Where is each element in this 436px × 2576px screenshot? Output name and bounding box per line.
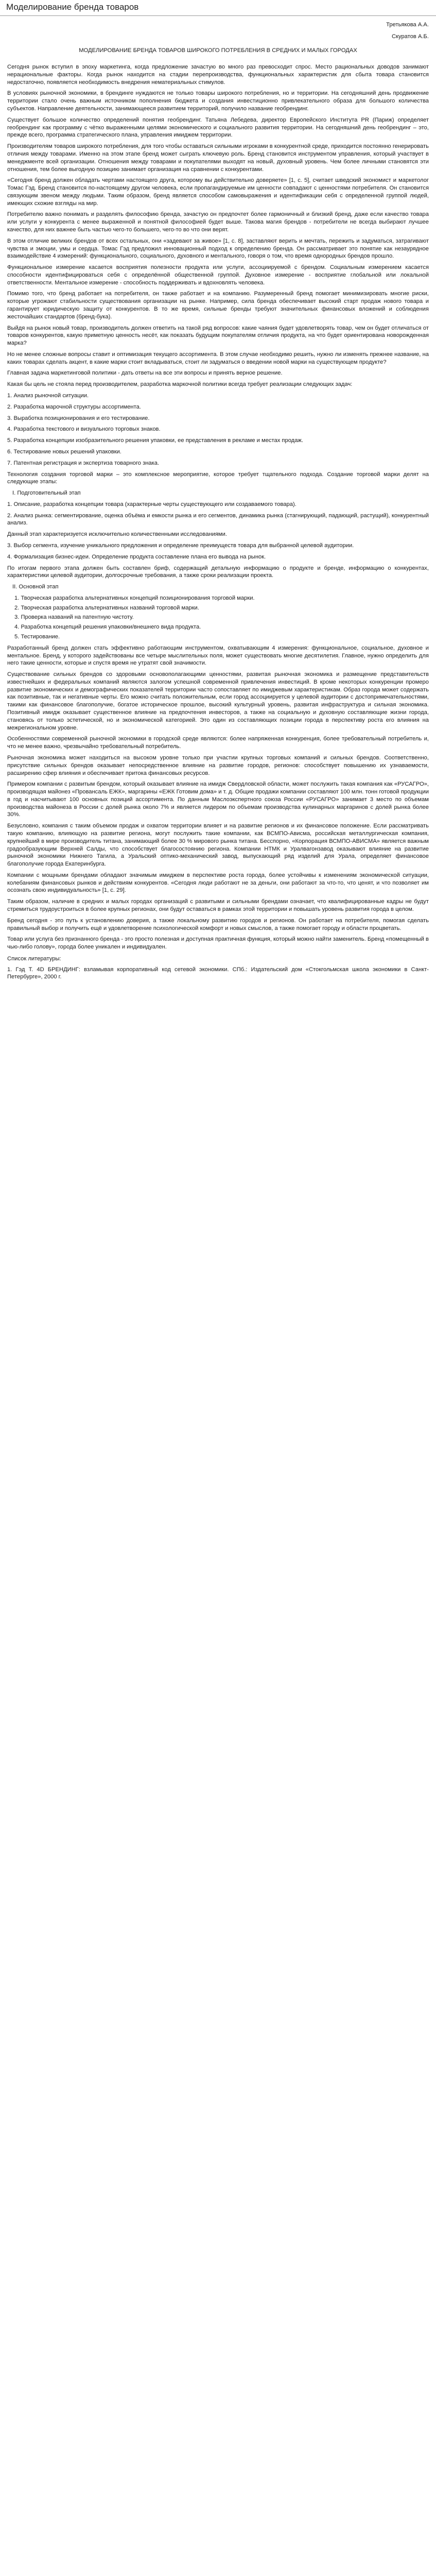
task-item: 6. Тестирование новых решений упаковки. [7, 448, 121, 455]
paragraph: Примером компании с развитым брендом, который оказывает влияние на имидж Свердловской области, может послужить такая компания как «РУСАГРО», производящая майонез «Провансаль ЕЖК», маргарины «ЕЖК Готовим дома» и т. д. Общие продажи компании составляют 100 млн. тонн готовой продукции в год и насчитывают 100 основных позиций ассортимента. По данным Маслоэкспертного союза России «РУСАГРО» занимает 3 место по объемам производства майонеза в России с долей рынка около 7% и является лидером по объемам производства кулинарных маргаринов с долей рынка более 30%. [7, 781, 429, 818]
paragraph: Компании с мощными брендами обладают значимым имиджем в перспективе роста города, более устойчивы к изменениям экономической ситуации, колебаниям финансовых рынков и действиям конкурентов. «Сегодня люди работают не за деньги, они работают за что-то, что ценят, и что позволяет им осознать свою индивидуальность» [1, с. 29]. [7, 872, 429, 894]
paragraph: Помимо того, что бренд работает на потребителя, он также работает и на компанию. Разумеренный бренд помогает минимизировать многие риски, которые угрожают стабильности существования организации на рынке. Например, сила бренда обеспечивает высокий старт продаж нового товара и гарантирует юридическую защиту от конкурентов. В то же время, сильные бренды требуют значительных финансовых вложений и соблюдения жесточайших стандартов (бренд-бука). [7, 291, 429, 320]
stage2-list [7, 595, 429, 641]
paragraph: Потребителю важно понимать и разделять философию бренда, зачастую он предпочтет более гармоничный и близкий бренд, даже если качество товара или услуги у конкурента с менее выраженной и понятной философией будет выше. Такова магия брендов - потребители не всегда выбирают лучшее качество, для них важнее быть частью чего-то большего, чего-то во что они верят. [7, 211, 429, 233]
article-body [0, 16, 436, 991]
body-section [7, 645, 429, 951]
stage1-item: 4. Формализация бизнес-идеи. Определение продукта составление плана его вывода на рынок. [7, 553, 266, 560]
tasks-list [7, 392, 429, 467]
author: Третьякова А.А. [386, 22, 429, 28]
reference-item: 1. Гэд Т. 4D БРЕНДИНГ: взламывая корпоративный код сетевой экономики. СПб.: Издательский дом «Стокгольмская школа экономики в Санкт-Петербурге», 2000 г. [7, 966, 429, 980]
task-item: 4. Разработка текстового и визуального торговых знаков. [7, 426, 161, 433]
references-heading: Список литературы: [7, 955, 61, 962]
paragraph: «Сегодня бренд должен обладать чертами настоящего друга, которому вы действительно доверяете» [1, с. 5], считает шведский экономист и маркетолог Томас Гэд. Бренд становится по-настоящему другом человека, если пропагандируемые им ценности совпадают с ценностями потребителя. Он становится связующим звеном между людьми. Таким образом, бренд является способом самовыражения и идентификации себя с определенной группой людей, имеющих схожие взгляды на мир. [7, 177, 429, 207]
paragraph: В условиях рыночной экономики, в брендинге нуждаются не только товары широкого потребления, но и территории. На сегодняшний день продвижение территории стало очень важным источником пополнения бюджета и создания инвестиционно привлекательного образа для большого количества субъектов. Направление деятельности, занимающееся развитием территорий, получило название геобрендинг. [7, 90, 429, 112]
stage2-item: 5. Тестирование. [14, 634, 60, 640]
paragraph: По итогам первого этапа должен быть составлен бриф, содержащий детальную информацию о продукте и бренде, информацию о конкурентах, характеристики целевой аудитории, долгосрочные требования, а также сроки реализации проекта. [7, 565, 429, 579]
paragraph: Особенностями современной рыночной экономики в городской среде являются: более напряженная конкуренция, более требовательный потребитель и, что не менее важно, чрезвычайно требовательный потребитель. [7, 736, 429, 750]
task-item: 7. Патентная регистрация и экспертиза товарного знака. [7, 460, 160, 466]
paragraph: Разработанный бренд должен стать эффективно работающим инструментом, охватывающим 4 измерения: функциональное, социальное, духовное и ментальное. Бренд, у которого задействованы все четыре мыслительных поля, может существовать многие десятилетия. Главное, нужно определить для него такие ценности, которые и спустя время не утратят свой значимости. [7, 645, 429, 667]
paragraph: Производителям товаров широкого потребления, для того чтобы оставаться сильными игроками в конкурентной среде, приходится постоянно генерировать отличия между товарами. Именно на этом этапе бренд может сыграть ключевую роль. Бренд становится инструментом управления, который участвует в менеджменте всей организации. Отношения между товарами и покупателями выходят на новый, духовный уровень. Чем более личными становятся эти отношения, тем более выгодную позицию занимает организация на сравнении с конкурентами. [7, 143, 429, 173]
article-title: МОДЕЛИРОВАНИЕ БРЕНДА ТОВАРОВ ШИРОКОГО ПОТРЕБЛЕНИЯ В СРЕДНИХ И МАЛЫХ ГОРОДАХ [79, 47, 357, 54]
paragraph: Бренд сегодня - это путь к установлению доверия, а также локальному развитию городов и регионов. Он работает на потребителя, помогая сделать правильный выбор и получить ещё и удовлетворение психологической комфорт и новых смыслов, а также помогает городу и области процветать. [7, 917, 429, 931]
stage1-item: 3. Выбор сегмента, изучение уникального предложения и определение преимуществ товара для выбранной целевой аудитории. [7, 542, 354, 549]
references-list [7, 966, 429, 981]
intro-section [7, 63, 429, 388]
stage2-item: 1. Творческая разработка альтернативных концепций позиционирования торговой марки. [14, 595, 255, 601]
authors-block [7, 21, 429, 41]
paragraph: Сегодня рынок вступил в эпоху маркетинга, когда предложение зачастую во много раз превосходит спрос. Место рациональных доводов занимают нерациональные факторы. Когда рынок находится на стадии перепроизводства, функциональных характеристик для сбыта товара становится недостаточно, появляется необходимость внедрения нематериальных стимулов. [7, 64, 429, 86]
stage2-item: 3. Проверка названий на патентную чистоту. [14, 614, 134, 621]
paragraph: Существует большое количество определений понятия геобрендинг. Татьяна Лебедева, директор Европейского Института PR (Париж) определяет геобрендинг как программу с чётко выраженными целями экономического и социального развития территории. На сегодняшний день геобрендинг – это, прежде всего, программа стратегического плана, управления имиджем территории. [7, 116, 429, 139]
task-item: 1. Анализ рыночной ситуации. [7, 393, 89, 399]
stage1-list [7, 501, 429, 561]
paragraph: Безусловно, компания с таким объемом продаж и охватом территории влияет и на развитие регионов и их финансовое положение. Если рассматривать такую компанию, влияющую на развитие региона, могут послужить такие компании, как ВСМПО-Ависма, российская металлургическая компания, крупнейший в мире производитель титана, занимающий более 30 % мирового рынка титана. Бесспорно, «Корпорация ВСМПО-АВИСМА» является важным градообразующим Верхней Салды, что способствует благосостоянию региона. Компании НТМК и Уралвагонзавод оказывают влияние на развитие рыночной экономики Нижнего Тагила, а Уральский оптико-механический завод, выпускающий ряд изделий для Урала, определяет финансовое благополучие города Екатеринбурга. [7, 823, 429, 868]
paragraph: Функциональное измерение касается восприятия полезности продукта или услуги, ассоциируемой с брендом. Социальным измерением касается способности идентифицироваться себя с определённой общественной группой. Духовное измерение - восприятие глобальной или локальной ответственности. Ментальное измерение - способность поддерживать и вдохновлять человека. [7, 264, 429, 286]
task-item: 5. Разработка концепции изобразительного решения упаковки, ее представления в рекламе и местах продаж. [7, 437, 304, 444]
page-title: Моделирование бренда товаров [6, 2, 139, 12]
paragraph: Главная задача маркетинговой политики - дать ответы на все эти вопросы и принять верное решение. [7, 370, 283, 377]
paragraph: Но не менее сложные вопросы ставит и оптимизация текущего ассортимента. В этом случае необходимо решить, нужно ли изменять прежнее название, на каких товарах сделать акцент, в какие марки стоит вкладываться, стоит ли задуматься о введении новой марки на существующем продукте? [7, 351, 429, 365]
page-header [0, 0, 436, 16]
paragraph: Рыночная экономика может находиться на высоком уровне только при участии крупных торговых компаний и сильных брендов. Соответственно, присутствие сильных брендов оказывает непосредственное влияние на развитие городов, регионов: способствует повышению их узнаваемости, расширению сфер влияния и обеспечивает притока финансовых ресурсов. [7, 754, 429, 776]
task-item: 3. Выработка позиционирования и его тестирование. [7, 415, 150, 421]
paragraph: Выйдя на рынок новый товар, производитель должен ответить на такой ряд вопросов: какие чаяния будет удовлетворять товар, чем он будет отличаться от товаров конкурентов, какую приметную ценность несёт, как показать будущим покупателям отличия продукта, на что будет ориентирована новорожденная марка? [7, 325, 429, 347]
paragraph: В этом отличие великих брендов от всех остальных, они «задевают за живое» [1, с. 8], заставляют верить и мечтать, пережить и задуматься, затрагивают чувства и эмоции, умы и сердца. Томас Гэд предложил инновационный подход к определению бренда. Он рассматривает это понятие как незаурядное взаимодействие 4 измерений: функционального, социального, духовного и ментального, говоря о том, что время однородных брендов прошло. [7, 238, 429, 260]
page [0, 0, 436, 991]
author: Скуратов А.Б. [391, 33, 429, 40]
stage2-item: 4. Разработка концепций решения упаковки/внешнего вида продукта. [14, 624, 201, 631]
task-item: 2. Разработка марочной структуры ассортимента. [7, 403, 141, 410]
paragraph: Таким образом, наличие в средних и малых городах организаций с развитыми и сильными брендами означает, что квалифицированные кадры не будут стремиться трудоустроиться в более крупных регионах, они будут оставаться в рамках этой территории и повышать уровень развития города в целом. [7, 899, 429, 912]
paragraph: Существование сильных брендов со здоровыми основополагающими ценностями, развитая рыночная экономика и размещение представительств известнейших и федеральных компаний являются залогом успешной современной привлечения инвестиций. В кроме некоторых конкуренции промеро развитие экономических и демографических показателей территории часто сопоставляет по имиджевым характеристикам. Образ города может содержать как позитивные, так и негативные черты. Его можно считать положительным, если город ассоциируется у целевой аудитории с достопримечательностями, такими как финансовое благополучие, богатое историческое прошлое, высокий культурный уровень, развитая инфраструктура и сильная экономика. Позитивный имидж оказывает существенное влияние на предпочтения инвесторов, а также на социальную и духовную составляющие жизни города, становясь от только эстетической, но и экономической категорией. Это один из составляющих позиции города в перспективу роста его влияния на межрегиональном уровне. [7, 671, 429, 731]
stage2-item: 2. Творческая разработка альтернативных названий торговой марки. [14, 604, 199, 611]
paragraph: Технология создания торговой марки – это комплексное мероприятие, которое требует тщательного подхода. Создание торговой марки делят на следующие этапы: [7, 471, 429, 485]
stage1-item: 2. Анализ рынка: сегментирование, оценка объёма и емкости рынка и его сегментов, динамика рынка (стагнирующий, падающий, растущий), конкурентный анализ. [7, 512, 429, 527]
stage1-item: Данный этап характеризуется исключительно количественными исследованиями. [7, 531, 227, 538]
stage-heading: II. Основной этап [12, 584, 59, 590]
paragraph: Какая бы цель не стояла перед производителем, разработка маркочной политики всегда требует реализации следующих задач: [7, 381, 353, 388]
stage-heading: I. Подготовительный этап [12, 490, 81, 497]
stage1-item: 1. Описание, разработка концепции товара (характерные черты существующего или создаваемого товара). [7, 501, 297, 507]
paragraph: Товар или услуга без признанного бренда - это просто полезная и доступная практичная функция, который можно найти заменитель. Бренд «помещенный в чью-либо голову», города более уникален и индивидуален. [7, 936, 429, 951]
